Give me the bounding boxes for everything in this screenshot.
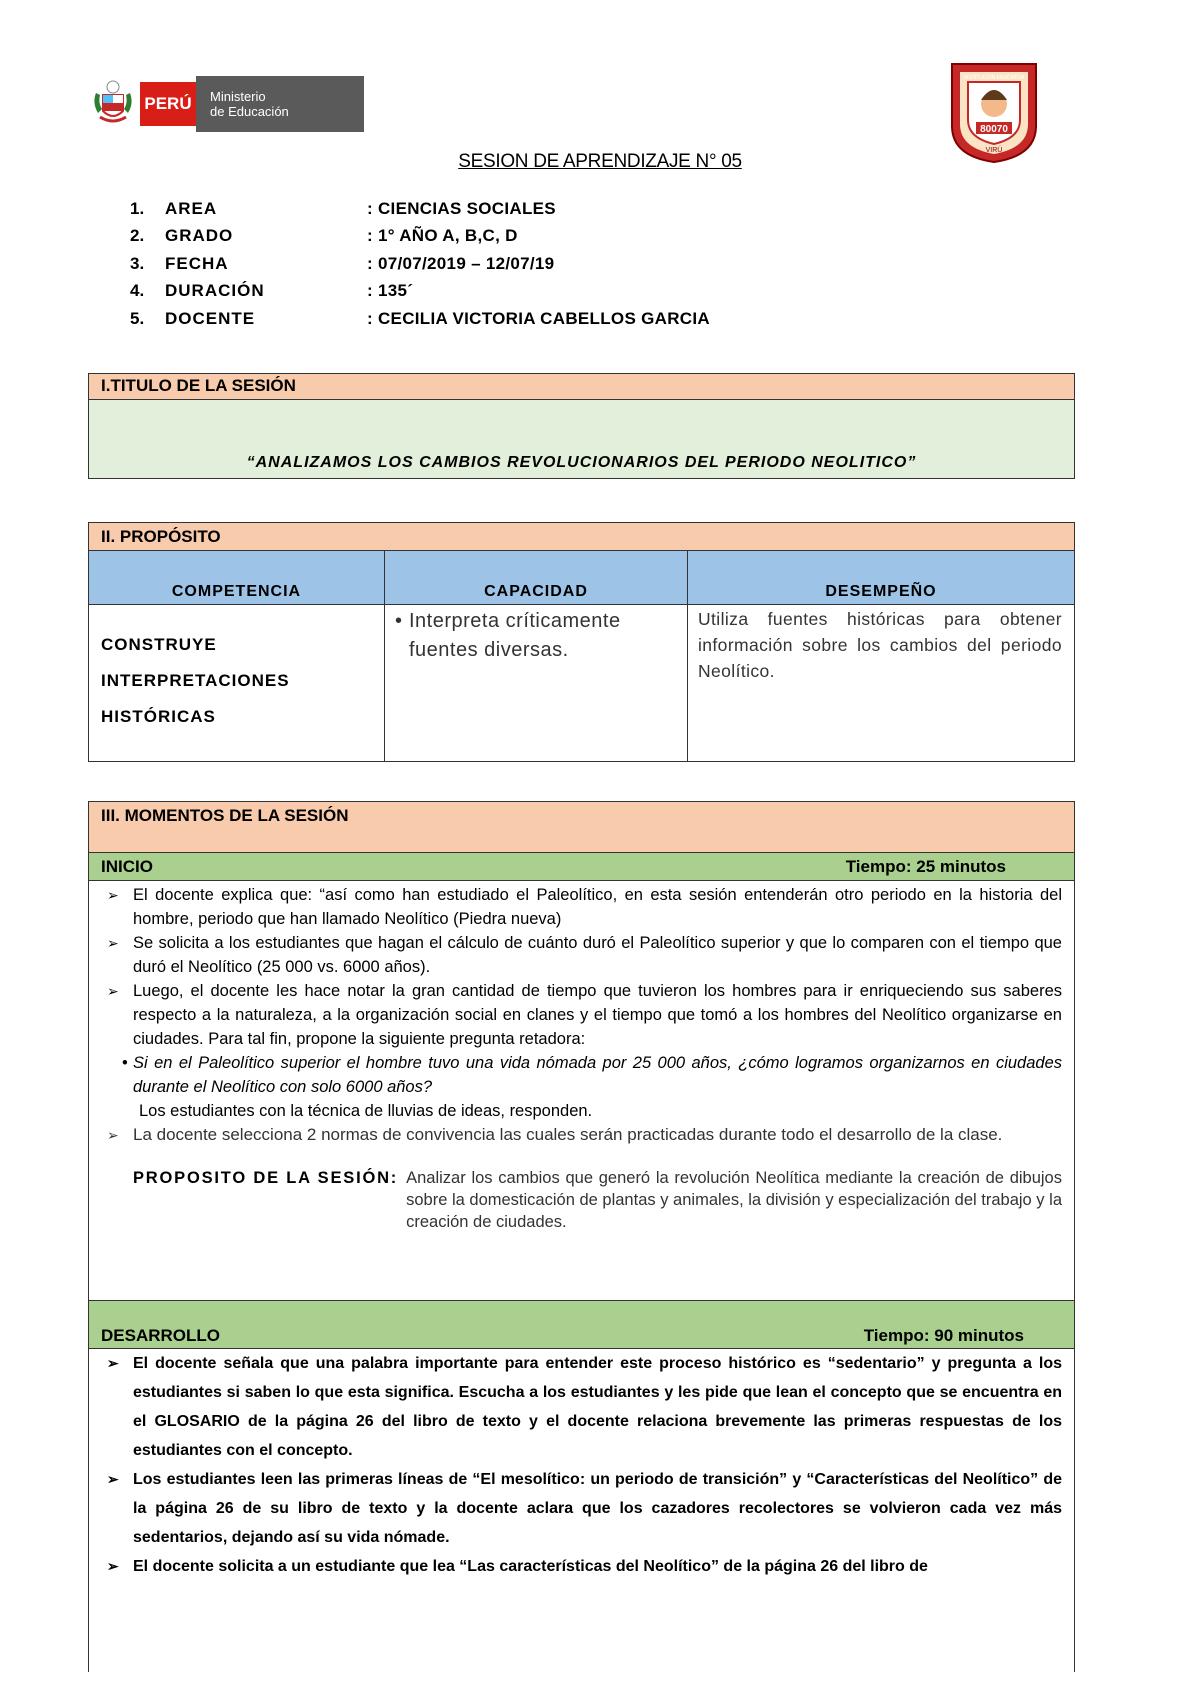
purpose-section xyxy=(88,522,1075,758)
session-purpose xyxy=(89,1167,1062,1233)
arrow-bullet-icon: ➢ xyxy=(107,887,119,903)
col-desempeno: DESEMPEÑO xyxy=(688,551,1075,605)
info-value: : 1° AÑO A, B,C, D xyxy=(367,226,518,246)
desarrollo-list xyxy=(89,1349,1062,1581)
inicio-content xyxy=(89,881,1074,1301)
info-row-area xyxy=(130,195,710,223)
svg-text:VIRÚ: VIRÚ xyxy=(985,147,1003,154)
competencia-cell xyxy=(89,605,385,762)
purpose-table xyxy=(88,550,1075,762)
desarrollo-label: DESARROLLO xyxy=(101,1326,220,1345)
list-item-text: Luego, el docente les hace notar la gran cantidad de tiempo que tuvieron los hombres para ir enriqueciendo sus saberes respecto a la naturaleza, a la organización social en clanes y el tiempo que tomó a los hombres del Neolítico organizarse en ciudades. Para tal fin, propone la siguiente pregunta retadora: xyxy=(133,982,1062,1048)
info-num: 5. xyxy=(130,308,145,328)
peru-label: PERÚ xyxy=(140,82,196,126)
ministry-line-1: Ministerio xyxy=(210,89,266,104)
minedu-logo xyxy=(90,75,365,133)
info-value: : CECILIA VICTORIA CABELLOS GARCIA xyxy=(367,308,710,328)
question-text: Si en el Paleolítico superior el hombre tuvo una vida nómada por 25 000 años, ¿cómo logramos organizarnos en ciudades durante el Neolítico con solo 6000 años? xyxy=(133,1054,1062,1096)
col-competencia: COMPETENCIA xyxy=(89,551,385,605)
inicio-bar xyxy=(89,853,1074,881)
purpose-table-row xyxy=(89,605,1075,762)
brainstorm-text: Los estudiantes con la técnica de lluvias de ideas, responden. xyxy=(139,1102,593,1120)
svg-text:INSTITUCIÓN EDUCATIVA: INSTITUCIÓN EDUCATIVA xyxy=(963,75,1025,81)
desempeno-cell: Utiliza fuentes históricas para obtener información sobre los cambios del periodo Neolítico. xyxy=(688,605,1075,762)
list-item xyxy=(89,1349,1062,1465)
competencia-line: CONSTRUYE xyxy=(101,635,217,654)
section-title-box xyxy=(88,373,1075,479)
arrow-bullet-icon: ➢ xyxy=(107,1355,119,1371)
info-value: : 135´ xyxy=(367,281,414,301)
info-num: 2. xyxy=(130,226,145,246)
school-emblem xyxy=(948,60,1040,164)
arrow-bullet-icon: ➢ xyxy=(107,1558,119,1574)
purpose-label: PROPOSITO DE LA SESIÓN: xyxy=(133,1169,399,1187)
arrow-bullet-icon: ➢ xyxy=(107,1127,119,1143)
info-key: FECHA xyxy=(165,253,229,273)
svg-text:80070: 80070 xyxy=(980,124,1008,135)
section-2-heading: II. PROPÓSITO xyxy=(88,522,1075,550)
competencia-line: INTERPRETACIONES xyxy=(101,671,290,690)
list-item-text: El docente explica que: “así como han estudiado el Paleolítico, en esta sesión entenderán otro periodo en la historia del hombre, periodo que han llamado Neolítico (Piedra nueva) xyxy=(133,886,1062,928)
col-capacidad: CAPACIDAD xyxy=(385,551,688,605)
session-title: “ANALIZAMOS LOS CAMBIOS REVOLUCIONARIOS DEL PERIODO NEOLITICO” xyxy=(89,400,1074,478)
list-item-text: La docente selecciona 2 normas de convivencia las cuales serán practicadas durante todo el desarrollo de la clase. xyxy=(133,1125,1003,1144)
list-item-text: Los estudiantes leen las primeras líneas de “El mesolítico: un periodo de transición” y “Características del Neolítico” de la página 26 de su libro de texto y la docente aclara que los cazadores recolectores se volvieron cada vez más sedentarios, dejando así su vida nómade. xyxy=(133,1471,1062,1546)
list-item xyxy=(89,883,1062,931)
session-number-title: SESION DE APRENDIZAJE N° 05 xyxy=(458,151,742,172)
desarrollo-time: Tiempo: 90 minutos xyxy=(863,1326,1024,1345)
info-key: AREA xyxy=(165,198,218,218)
arrow-bullet-icon: ➢ xyxy=(107,935,119,951)
inicio-list xyxy=(89,883,1062,1051)
info-row-fecha xyxy=(130,250,710,278)
coat-of-arms-icon xyxy=(90,79,136,129)
inicio-time: Tiempo: 25 minutos xyxy=(845,856,1006,876)
list-item xyxy=(89,1552,1062,1581)
competencia-line: HISTÓRICAS xyxy=(101,707,216,726)
list-item xyxy=(89,931,1062,979)
list-item xyxy=(89,1465,1062,1552)
info-key: GRADO xyxy=(165,226,234,246)
desarrollo-bar xyxy=(89,1301,1074,1349)
section-3-heading: III. MOMENTOS DE LA SESIÓN xyxy=(89,802,1074,853)
info-row-grado xyxy=(130,223,710,251)
info-row-duracion xyxy=(130,278,710,306)
purpose-text: Analizar los cambios que generó la revolución Neolítica mediante la creación de dibujos sobre la domesticación de plantas y animales, la división y especialización del trabajo y la creación de ciudades. xyxy=(406,1169,1062,1231)
list-item xyxy=(89,979,1062,1051)
info-key: DURACIÓN xyxy=(165,281,265,301)
general-info-list xyxy=(130,195,710,333)
info-row-docente xyxy=(130,305,710,333)
arrow-bullet-icon: ➢ xyxy=(107,983,119,999)
norms-list xyxy=(89,1123,1062,1147)
bullet-icon: • xyxy=(395,610,403,632)
info-num: 4. xyxy=(130,281,145,301)
retadora-question xyxy=(89,1051,1062,1099)
info-num: 1. xyxy=(130,198,145,218)
list-item-text: El docente señala que una palabra importante para entender este proceso histórico es “sedentario” y pregunta a los estudiantes si saben lo que esta significa. Escucha a los estudiantes y les pide que lean el concepto que se encuentra en el GLOSARIO de la página 26 del libro de texto y el docente relaciona brevemente las primeras respuestas de los estudiantes con el concepto. xyxy=(133,1355,1062,1459)
info-value: : 07/07/2019 – 12/07/19 xyxy=(367,253,555,273)
capacidad-cell xyxy=(385,605,688,762)
capacidad-text: Interpreta críticamente fuentes diversas. xyxy=(409,610,621,661)
list-item xyxy=(89,1123,1062,1147)
info-num: 3. xyxy=(130,253,145,273)
bullet-icon: • xyxy=(122,1054,128,1072)
purpose-table-header xyxy=(89,551,1075,605)
ministry-label xyxy=(196,76,364,132)
list-item-text: Se solicita a los estudiantes que hagan el cálculo de cuánto duró el Paleolítico superior y que lo comparen con el tiempo que duró el Neolítico (25 000 vs. 6000 años). xyxy=(133,934,1062,976)
info-key: DOCENTE xyxy=(165,308,256,328)
moments-section xyxy=(88,801,1075,1672)
list-item-text: El docente solicita a un estudiante que lea “Las características del Neolítico” de la página 26 del libro de xyxy=(133,1558,928,1575)
info-value: : CIENCIAS SOCIALES xyxy=(367,198,556,218)
desarrollo-content xyxy=(89,1349,1074,1581)
arrow-bullet-icon: ➢ xyxy=(107,1471,119,1487)
ministry-line-2: de Educación xyxy=(210,104,289,119)
inicio-label: INICIO xyxy=(101,856,153,876)
section-1-heading: I.TITULO DE LA SESIÓN xyxy=(89,374,1074,400)
